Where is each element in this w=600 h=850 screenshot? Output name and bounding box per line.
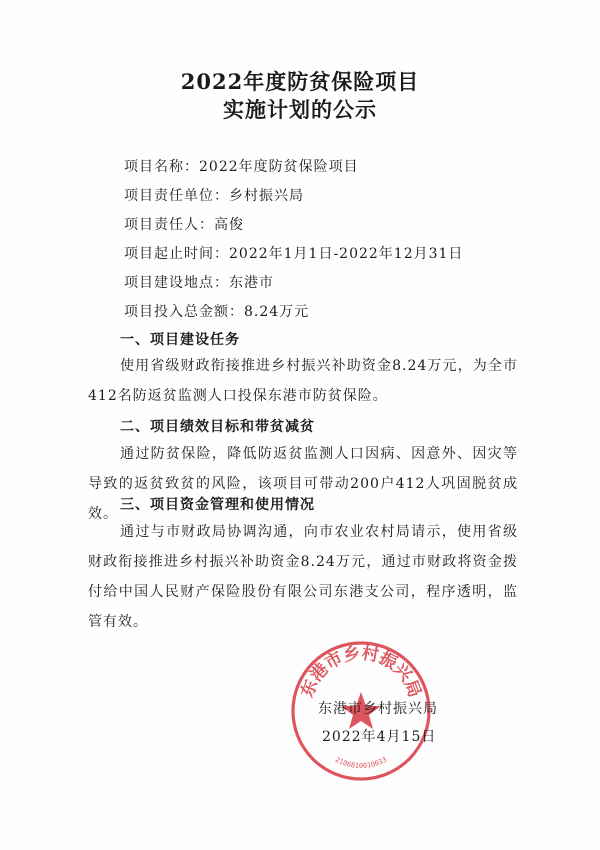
project-total-amount: 项目投入总金额：8.24万元 — [124, 304, 310, 320]
project-name: 项目名称：2022年度防贫保险项目 — [124, 159, 359, 175]
section-2-body: 通过防贫保险，降低防返贫监测人口因病、因意外、因灾等导致的返贫致贫的风险，该项目可带动200户412人巩固脱贫成效。 — [88, 446, 518, 522]
section-3-heading: 三、项目资金管理和使用情况 — [120, 497, 315, 513]
project-period: 项目起止时间：2022年1月1日-2022年12月31日 — [124, 246, 464, 262]
project-location: 项目建设地点：东港市 — [124, 275, 274, 291]
svg-text:2106810010033: 2106810010033 — [333, 755, 389, 771]
signature-date: 2022年4月15日 — [322, 729, 437, 745]
document-title-line-2: 实施计划的公示 — [223, 97, 377, 122]
document-title-line-1: 2022年度防贫保险项目 — [180, 69, 420, 94]
section-1-heading: 一、项目建设任务 — [120, 332, 240, 348]
signature-organization: 东港市乡村振兴局 — [318, 701, 438, 717]
responsible-person: 项目责任人：高俊 — [124, 217, 244, 233]
section-2-heading: 二、项目绩效目标和带贫减贫 — [120, 419, 315, 435]
responsible-unit: 项目责任单位：乡村振兴局 — [124, 188, 304, 204]
section-1-body: 使用省级财政衔接推进乡村振兴补助资金8.24万元，为全市412名防返贫监测人口投保东港市防贫保险。 — [88, 358, 518, 404]
svg-text:东港市乡村振兴局: 东港市乡村振兴局 — [297, 643, 425, 701]
section-3-body: 通过与市财政局协调沟通，向市农业农村局请示，使用省级财政衔接推进乡村振兴补助资金8.24万元，通过市财政将资金拨付给中国人民财产保险股份有限公司东港支公司，程序透明，监管有效。 — [88, 524, 518, 630]
